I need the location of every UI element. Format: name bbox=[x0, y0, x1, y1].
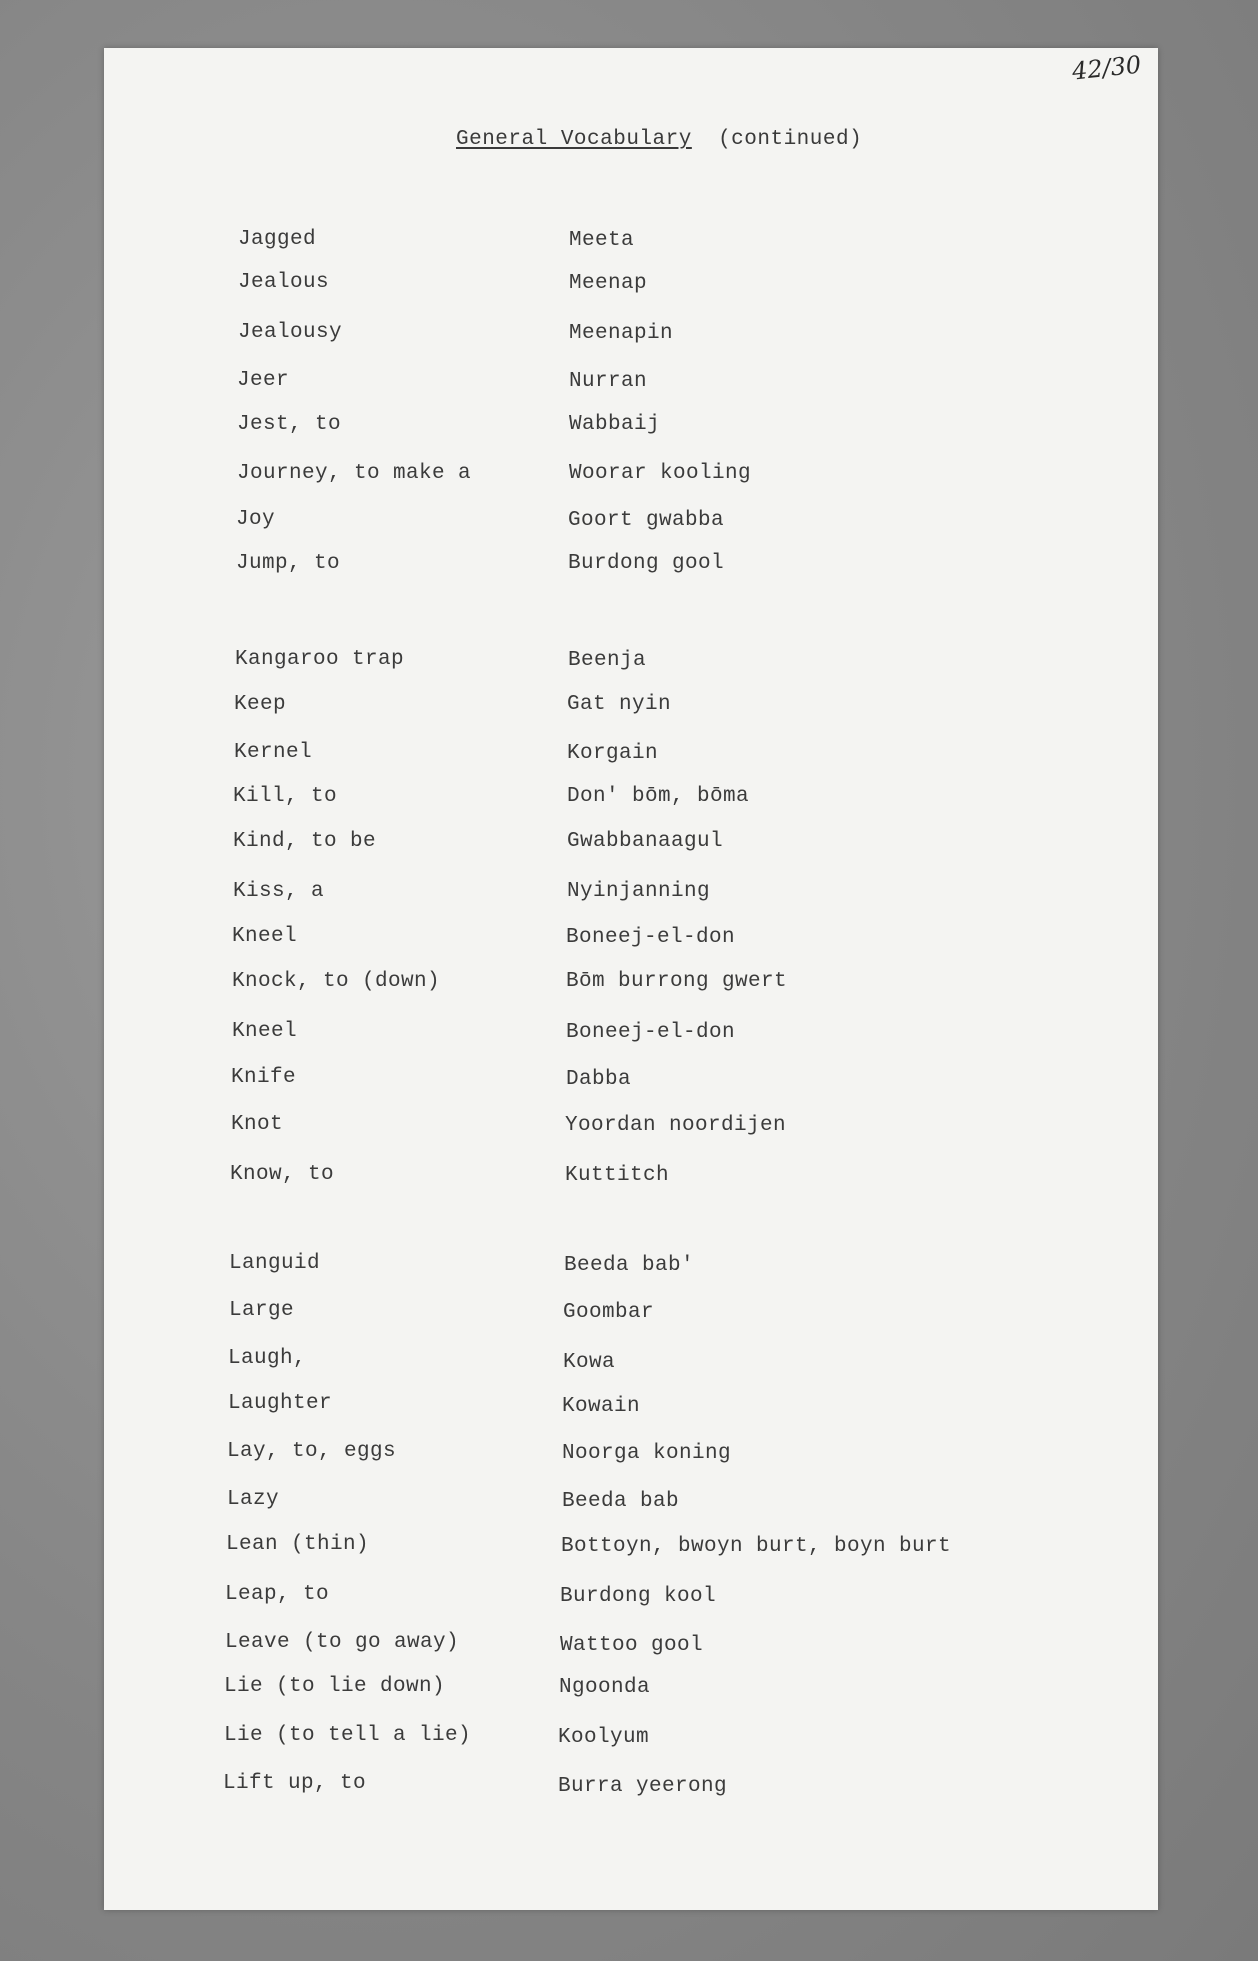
vocab-translation: Gwabbanaagul bbox=[567, 830, 724, 853]
vocab-translation: Gat nyin bbox=[567, 693, 672, 716]
vocab-translation: Wattoo gool bbox=[560, 1634, 704, 1657]
vocab-translation: Yoordan noordijen bbox=[565, 1114, 787, 1137]
vocab-translation: Bōm burrong gwert bbox=[566, 970, 788, 993]
vocab-translation: Boneej-el-don bbox=[566, 1021, 736, 1044]
vocab-translation: Meenapin bbox=[569, 322, 674, 345]
vocab-word: Kind, to be bbox=[233, 830, 377, 853]
vocab-word: Lie (to lie down) bbox=[224, 1675, 446, 1698]
vocab-translation: Kuttitch bbox=[565, 1164, 670, 1187]
vocab-word: Jealousy bbox=[238, 321, 343, 344]
vocab-word: Lean (thin) bbox=[226, 1533, 370, 1556]
vocab-translation: Meenap bbox=[569, 272, 648, 295]
vocab-translation: Noorga koning bbox=[562, 1442, 732, 1465]
vocab-translation: Nyinjanning bbox=[567, 880, 711, 903]
vocab-word: Kangaroo trap bbox=[235, 648, 405, 671]
vocab-translation: Korgain bbox=[567, 742, 659, 765]
vocab-translation: Dabba bbox=[566, 1068, 632, 1091]
vocab-translation: Kowa bbox=[563, 1351, 616, 1374]
vocab-word: Lie (to tell a lie) bbox=[224, 1724, 472, 1747]
heading-note: (continued) bbox=[718, 128, 863, 151]
vocab-translation: Nurran bbox=[569, 370, 648, 393]
vocab-word: Journey, to make a bbox=[237, 462, 472, 485]
vocab-translation: Koolyum bbox=[558, 1726, 650, 1749]
vocab-word: Laugh, bbox=[228, 1347, 307, 1370]
vocab-translation: Boneej-el-don bbox=[566, 926, 736, 949]
vocab-word: Joy bbox=[236, 508, 276, 531]
vocab-translation: Meeta bbox=[569, 229, 635, 252]
vocab-word: Kneel bbox=[232, 1020, 298, 1043]
vocab-translation: Beeda bab bbox=[562, 1490, 680, 1513]
vocab-word: Knock, to (down) bbox=[232, 970, 441, 993]
vocab-translation: Goort gwabba bbox=[568, 509, 725, 532]
vocab-word: Leap, to bbox=[225, 1583, 330, 1606]
vocab-word: Lay, to, eggs bbox=[227, 1440, 397, 1463]
vocab-word: Kill, to bbox=[233, 785, 338, 808]
vocab-translation: Burdong gool bbox=[568, 552, 725, 575]
vocab-word: Kiss, a bbox=[233, 880, 325, 903]
vocab-word: Jagged bbox=[238, 228, 317, 251]
vocab-word: Keep bbox=[234, 693, 287, 716]
vocab-word: Kneel bbox=[232, 925, 298, 948]
vocab-word: Jeer bbox=[237, 369, 290, 392]
vocab-translation: Wabbaij bbox=[569, 413, 661, 436]
vocab-translation: Ngoonda bbox=[559, 1676, 651, 1699]
vocab-word: Knot bbox=[231, 1113, 284, 1136]
vocab-translation: Woorar kooling bbox=[569, 462, 752, 485]
vocab-word: Jump, to bbox=[236, 552, 341, 575]
vocab-translation: Don' bōm, bōma bbox=[567, 785, 750, 808]
vocab-word: Large bbox=[229, 1299, 295, 1322]
vocab-word: Jest, to bbox=[237, 413, 342, 436]
vocab-translation: Burra yeerong bbox=[558, 1775, 728, 1798]
vocab-word: Jealous bbox=[238, 271, 330, 294]
vocab-translation: Bottoyn, bwoyn burt, boyn burt bbox=[561, 1535, 952, 1558]
vocab-word: Languid bbox=[229, 1252, 321, 1275]
page-heading bbox=[456, 128, 862, 151]
vocab-word: Kernel bbox=[234, 741, 313, 764]
vocab-translation: Beenja bbox=[568, 649, 647, 672]
vocab-translation: Beeda bab' bbox=[564, 1254, 695, 1277]
heading-title: General Vocabulary bbox=[456, 128, 692, 151]
vocab-word: Laughter bbox=[228, 1392, 333, 1415]
vocab-word: Leave (to go away) bbox=[225, 1631, 460, 1654]
vocab-word: Lazy bbox=[227, 1488, 280, 1511]
vocab-translation: Burdong kool bbox=[560, 1585, 717, 1608]
vocab-translation: Kowain bbox=[562, 1395, 641, 1418]
vocab-translation: Goombar bbox=[563, 1301, 655, 1324]
folio-number: 42/30 bbox=[1070, 50, 1143, 86]
vocab-word: Know, to bbox=[230, 1163, 335, 1186]
vocab-word: Knife bbox=[231, 1066, 297, 1089]
vocab-word: Lift up, to bbox=[223, 1772, 367, 1795]
